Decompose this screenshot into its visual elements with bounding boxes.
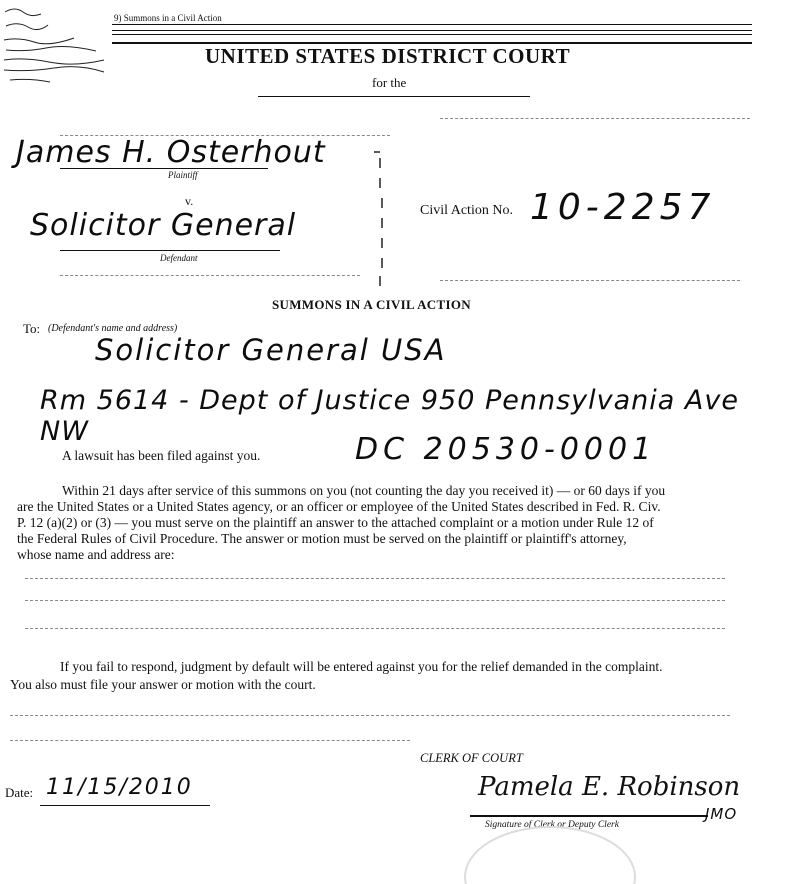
court-title: UNITED STATES DISTRICT COURT bbox=[205, 44, 571, 68]
court-seal-faint bbox=[460, 822, 640, 884]
to-label: To: bbox=[23, 321, 41, 336]
civil-action-number: 10-2257 bbox=[530, 187, 716, 228]
plaintiff-label: Plaintiff bbox=[168, 170, 198, 180]
date-label: Date: bbox=[5, 785, 34, 800]
plaintiff-name: James H. Osterhout bbox=[16, 135, 326, 170]
defendant-name: Solicitor General bbox=[30, 208, 297, 243]
default-warning-line1: If you fail to respond, judgment by default will be entered against you for the relief demanded in the complaint. bbox=[60, 659, 663, 674]
clerk-signature-text: Pamela E. Robinson bbox=[478, 772, 741, 802]
instructions-line1: Within 21 days after service of this summons on you (not counting the day you received it) — or 60 days if you bbox=[62, 483, 666, 498]
clerk-of-court-label: CLERK OF COURT bbox=[420, 751, 523, 765]
summons-heading: SUMMONS IN A CIVIL ACTION bbox=[272, 297, 471, 312]
default-warning-line2: You also must file your answer or motion with the court. bbox=[10, 677, 316, 692]
plaintiff-handwritten bbox=[8, 110, 326, 185]
for-the-label: for the bbox=[372, 75, 407, 90]
date-value: 11/15/2010 bbox=[46, 775, 193, 800]
to-sublabel: (Defendant's name and address) bbox=[48, 323, 178, 334]
instructions-line5: whose name and address are: bbox=[17, 547, 175, 562]
lawsuit-filed-text: A lawsuit has been filed against you. bbox=[62, 448, 261, 463]
civil-action-label: Civil Action No. bbox=[420, 203, 513, 218]
caption-bracket bbox=[370, 148, 390, 293]
form-id: 9) Summons in a Civil Action bbox=[114, 13, 222, 23]
defendant-address-line3: DC 20530-0001 bbox=[355, 432, 657, 467]
versus-label: v. bbox=[185, 194, 194, 208]
filing-stamp-scribble bbox=[0, 0, 112, 95]
defendant-address-line1: Solicitor General USA bbox=[95, 333, 447, 367]
clerk-signature-caption: Signature of Clerk or Deputy Clerk bbox=[485, 820, 619, 830]
defendant-address-line2: Rm 5614 - Dept of Justice 950 Pennsylvania Ave NW bbox=[40, 385, 739, 447]
instructions-line4: the Federal Rules of Civil Procedure. The answer or motion must be served on the plaintiff or plaintiff's attorney, bbox=[17, 531, 627, 546]
instructions-line3: P. 12 (a)(2) or (3) — you must serve on the plaintiff an answer to the attached complaint or a motion under Rule 12 of bbox=[17, 515, 654, 530]
defendant-label: Defendant bbox=[160, 253, 198, 263]
deputy-initials: JMO bbox=[705, 805, 738, 823]
defendant-handwritten bbox=[20, 185, 305, 260]
instructions-line2: are the United States or a United States agency, or an officer or employee of the United States described in Fed. R. Civ. bbox=[17, 499, 661, 514]
